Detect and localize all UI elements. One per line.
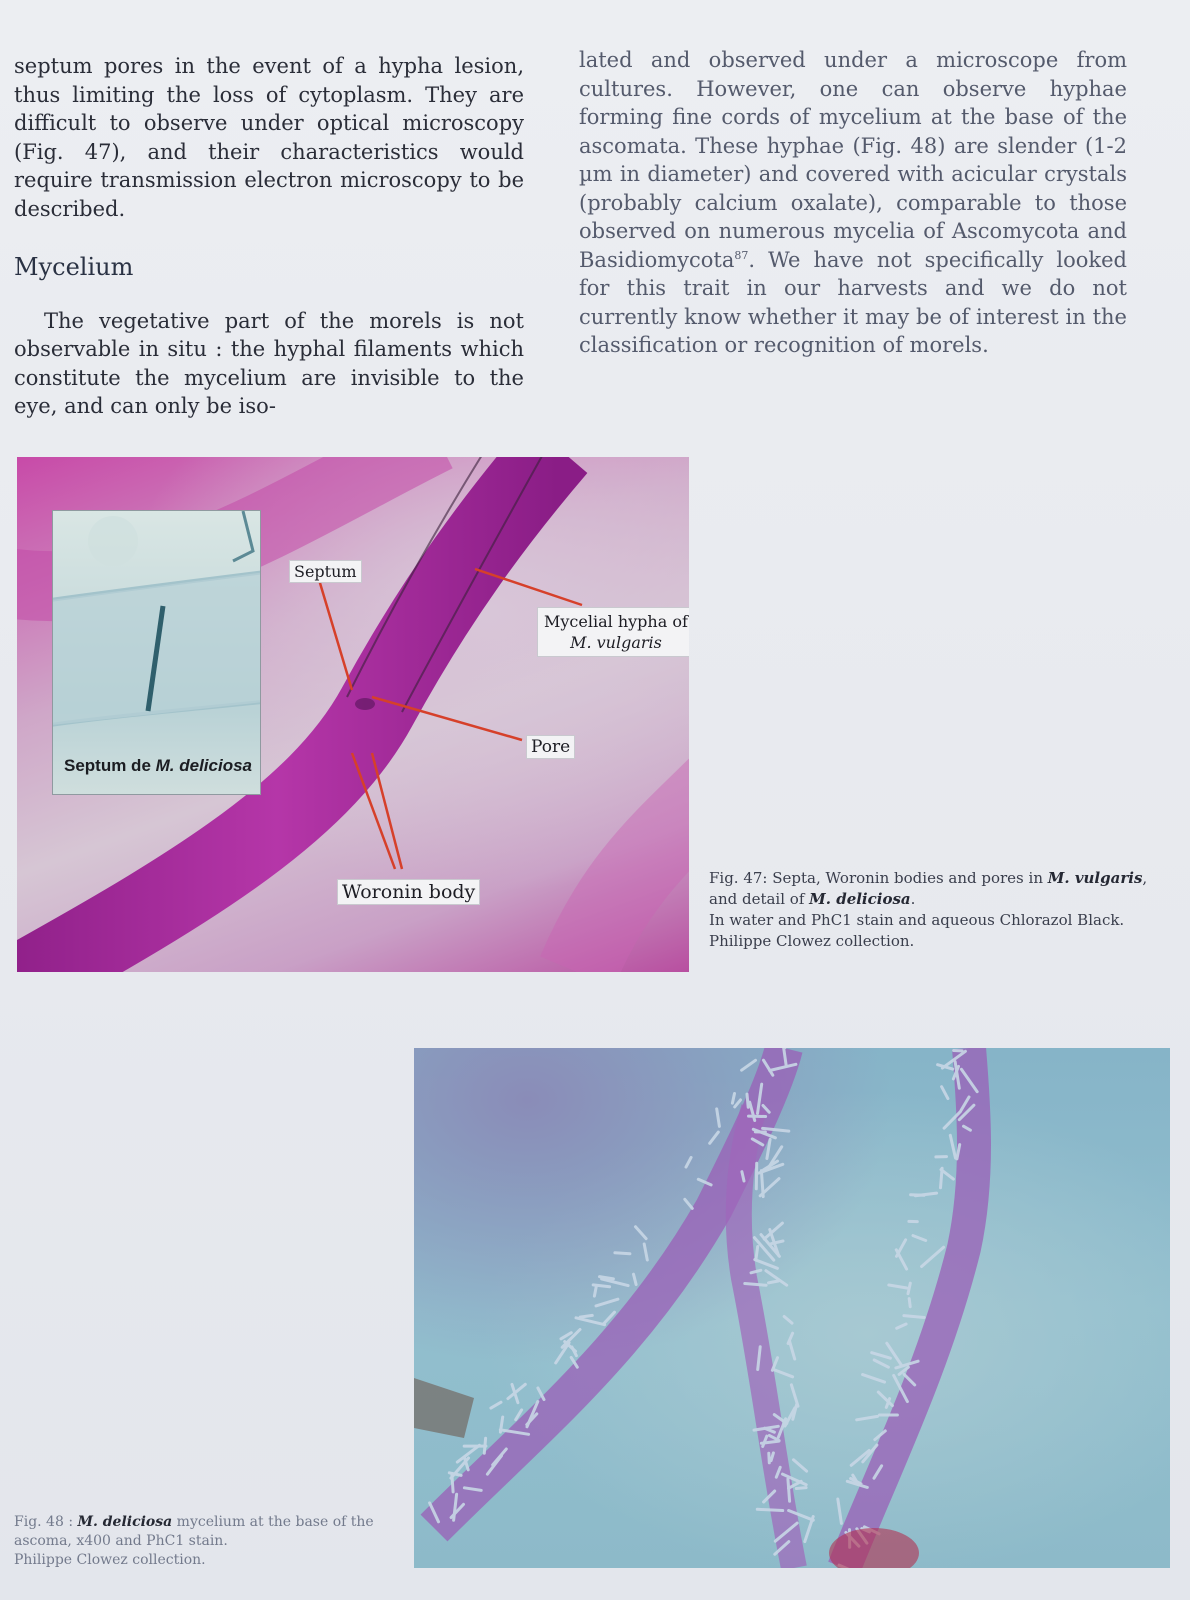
label-pore: Pore	[526, 735, 575, 759]
crystal	[742, 1060, 756, 1070]
crystal	[757, 1509, 782, 1510]
crystal	[790, 1341, 795, 1359]
crystal	[761, 1171, 763, 1197]
crystal	[594, 1286, 596, 1296]
crystal	[602, 1279, 629, 1286]
caption47-species2: M. deliciosa	[809, 890, 911, 908]
crystal	[745, 1284, 766, 1286]
crystal	[644, 1244, 647, 1260]
caption47-line3: Philippe Clowez collection.	[709, 932, 915, 950]
inset-label-prefix: Septum de	[64, 756, 151, 775]
caption47-line2: In water and PhC1 stain and aqueous Chlorazol Black.	[709, 911, 1125, 929]
crystal	[793, 1404, 797, 1419]
crystal	[913, 1236, 926, 1241]
crystal	[911, 1195, 924, 1196]
crystal	[838, 1499, 842, 1523]
left-text-column	[14, 52, 524, 421]
crystal	[686, 1157, 691, 1167]
inset-label	[64, 756, 252, 776]
crystal	[732, 1094, 734, 1104]
crystal	[580, 1315, 592, 1317]
crystal	[874, 1360, 888, 1367]
caption48-line1: mycelium at the base of the ascoma, x400 and PhC1 stain.	[14, 1514, 374, 1549]
crystal	[942, 1087, 948, 1099]
crystal	[889, 1285, 907, 1288]
mycelium-strand-right	[844, 1048, 974, 1568]
figure-47-caption	[709, 868, 1179, 952]
right-paragraph-part1: lated and observed under a microscope from cultures. However, one can observe hyphae forming fine cords of mycelium at the base of the ascomata. These hyphae (Fig. 48) are slender (1-2 µm in diameter) and covered with acicular crystals (probably calcium oxalate), comparable to those observed on numerous mycelia of Ascomycota and Basidiomycota	[579, 48, 1127, 272]
inset-label-species: M. deliciosa	[155, 756, 253, 775]
crystal	[857, 1416, 878, 1419]
section-heading-mycelium: Mycelium	[14, 253, 134, 281]
crystal	[908, 1283, 910, 1294]
crystal	[491, 1402, 501, 1408]
footnote-reference: 87	[734, 248, 749, 262]
caption47-prefix: Fig. 47: Septa, Woronin bodies and pores in	[709, 869, 1043, 887]
crystal	[615, 1253, 630, 1254]
crystal	[897, 1324, 906, 1328]
crystal	[784, 1317, 792, 1324]
inset-septum-image	[52, 510, 261, 795]
caption48-line2: Philippe Clowez collection.	[14, 1552, 206, 1568]
crystal	[767, 1139, 770, 1158]
crystal	[772, 1358, 777, 1371]
caption47-species1: M. vulgaris	[1047, 869, 1143, 887]
right-paragraph-part2: . We have not specifically looked for this trait in our harvests and we do not currently know whether it may be of interest in the classification or recognition of morels.	[579, 247, 1127, 357]
right-text-column	[579, 46, 1127, 360]
crystal	[796, 1488, 806, 1489]
crystal	[769, 1453, 770, 1463]
crystal	[735, 1100, 741, 1107]
crystal	[872, 1353, 891, 1359]
crystal	[909, 1299, 910, 1307]
crystal	[756, 1247, 758, 1260]
caption48-prefix: Fig. 48 :	[14, 1514, 74, 1530]
figure-48-micrograph	[414, 1048, 1170, 1568]
label-mycelial-hypha	[537, 607, 689, 657]
crystal	[794, 1460, 807, 1471]
label-woronin-body: Woronin body	[337, 879, 480, 905]
label-hypha-line1: Mycelial hypha of	[544, 612, 688, 631]
left-paragraph-2: The vegetative part of the morels is not observable in situ : the hyphal filaments which constitute the mycelium are invisible to the eye, and can only be iso-	[14, 308, 524, 418]
crystal	[596, 1299, 618, 1306]
crystal	[636, 1227, 647, 1239]
crystal	[685, 1199, 693, 1208]
caption48-species: M. deliciosa	[77, 1514, 173, 1530]
crystal	[887, 1343, 901, 1365]
crystal	[922, 1247, 944, 1266]
crystal	[484, 1438, 485, 1453]
crystal	[773, 1369, 792, 1376]
label-hypha-species: M. vulgaris	[570, 633, 662, 652]
left-paragraph-1: septum pores in the event of a hypha lesion, thus limiting the loss of cytoplasm. They are difficult to observe under optical microscopy (Fig. 47), and their characteristics would require transmission electron microscopy to be described.	[14, 54, 524, 221]
acicular-crystals	[430, 1048, 978, 1568]
crystal	[593, 1285, 609, 1287]
crystal	[717, 1109, 720, 1127]
inset-drawing	[53, 511, 260, 794]
crystal	[788, 1479, 790, 1501]
crystal	[747, 1094, 748, 1107]
right-paragraph	[579, 46, 1127, 360]
crystal	[576, 1318, 605, 1325]
crystal	[863, 1375, 885, 1383]
figure-48-drawing	[414, 1048, 1170, 1568]
crystal	[904, 1316, 924, 1318]
crystal	[950, 1135, 955, 1158]
figure-47-micrograph	[17, 457, 689, 972]
crystal	[742, 1172, 744, 1181]
crystal	[769, 1281, 779, 1283]
figure-48-caption	[14, 1513, 404, 1570]
caption47-middle: , and detail of	[709, 869, 1148, 908]
crystal	[710, 1132, 719, 1143]
crystal	[896, 1250, 906, 1269]
label-septum: Septum	[289, 560, 362, 583]
caption47-end: .	[910, 890, 916, 908]
crystal	[634, 1274, 637, 1284]
